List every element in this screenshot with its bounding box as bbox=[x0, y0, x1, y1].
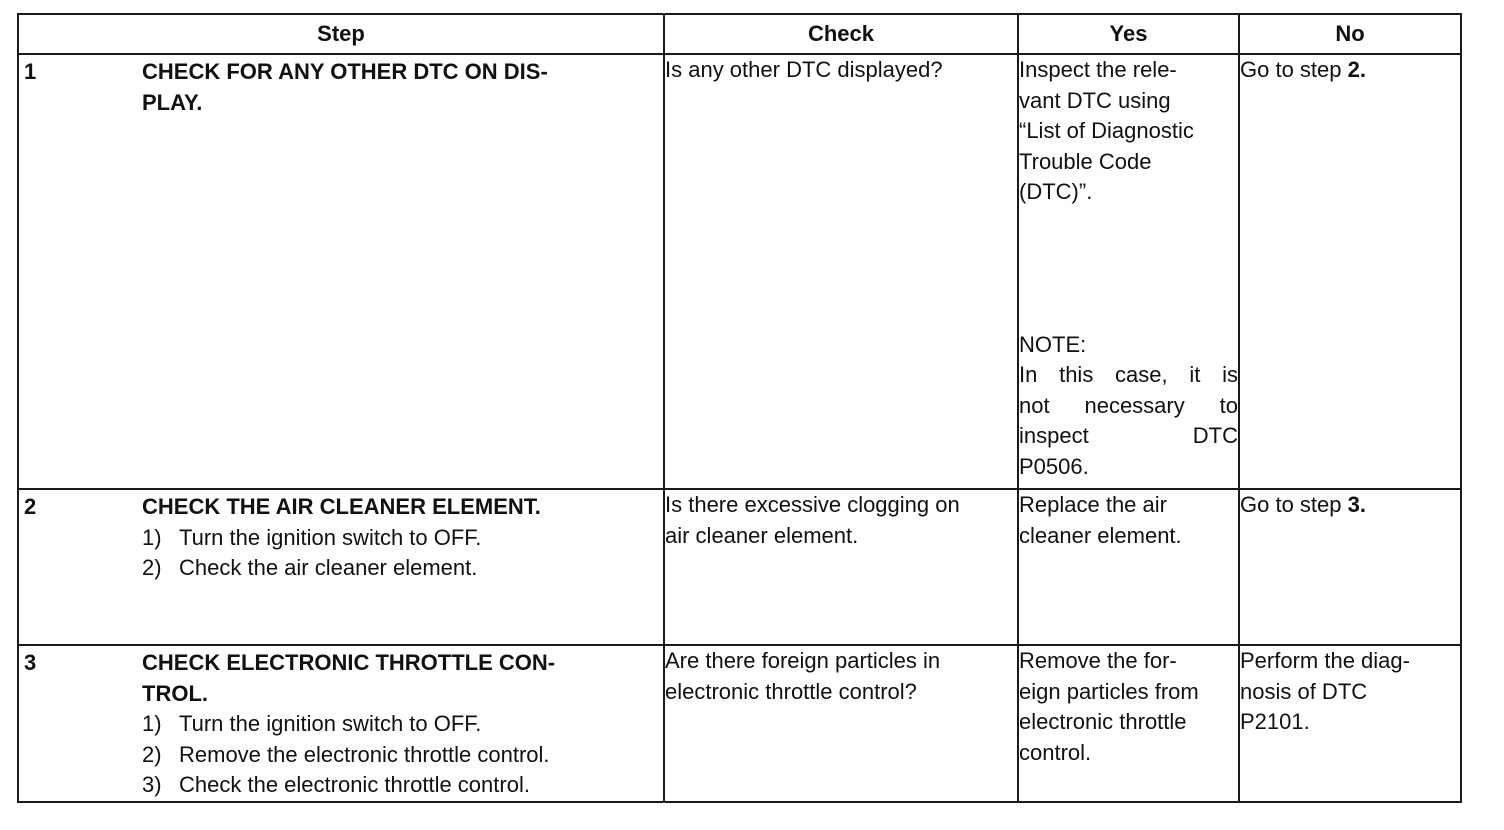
diagnostic-table bbox=[17, 13, 1462, 803]
yes-cell: Inspect the rele- vant DTC using “List of Diagnostic Trouble Code (DTC)”. NOTE: In this case, it is not necessary to inspect DTC P0506. bbox=[1018, 54, 1239, 489]
step-title: CHECK THE AIR CLEANER ELEMENT. bbox=[142, 494, 541, 519]
substep: 1) Turn the ignition switch to OFF. bbox=[142, 524, 482, 550]
no-cell: Go to step 3. bbox=[1239, 489, 1461, 645]
note-line: not necessary to bbox=[1019, 392, 1238, 418]
note-line: P0506. bbox=[1019, 453, 1089, 479]
step-number: 2 bbox=[24, 494, 37, 519]
substep: 2) Check the air cleaner element. bbox=[142, 555, 478, 580]
note-label: NOTE: bbox=[1019, 331, 1087, 357]
header-row bbox=[18, 14, 1461, 54]
step-number: 3 bbox=[24, 650, 37, 675]
note-line: inspect DTC bbox=[1019, 423, 1238, 448]
check-cell: Is any other DTC displayed? bbox=[664, 54, 1018, 489]
check-cell: Is there excessive clogging on air cleaner element. bbox=[664, 489, 1018, 645]
substep: 1) Turn the ignition switch to OFF. bbox=[142, 711, 482, 736]
no-cell: Go to step 2. bbox=[1239, 54, 1461, 489]
step-cell bbox=[18, 645, 664, 802]
header-step: Step bbox=[18, 14, 664, 54]
yes-cell: Remove the for- eign particles from electronic throttle control. bbox=[1018, 645, 1239, 802]
note-line: In this case, it is bbox=[1019, 362, 1238, 387]
substep: 3) Check the electronic throttle control. bbox=[142, 772, 530, 797]
step-cell bbox=[18, 54, 664, 489]
header-check: Check bbox=[664, 14, 1018, 54]
table-row bbox=[18, 645, 1461, 802]
yes-cell: Replace the air cleaner element. bbox=[1018, 489, 1239, 645]
header-yes: Yes bbox=[1018, 14, 1239, 54]
header-no: No bbox=[1239, 14, 1461, 54]
step-title: CHECK ELECTRONIC THROTTLE CON- TROL. bbox=[142, 650, 556, 706]
step-number: 1 bbox=[24, 59, 37, 84]
substep: 2) Remove the electronic throttle control. bbox=[142, 741, 550, 767]
step-cell bbox=[18, 489, 664, 645]
step-title: CHECK FOR ANY OTHER DTC ON DIS- PLAY. bbox=[142, 59, 548, 115]
no-cell: Perform the diag- nosis of DTC P2101. bbox=[1239, 645, 1461, 802]
table-row bbox=[18, 489, 1461, 645]
check-cell: Are there foreign particles in electronic throttle control? bbox=[664, 645, 1018, 802]
table-row bbox=[18, 54, 1461, 489]
